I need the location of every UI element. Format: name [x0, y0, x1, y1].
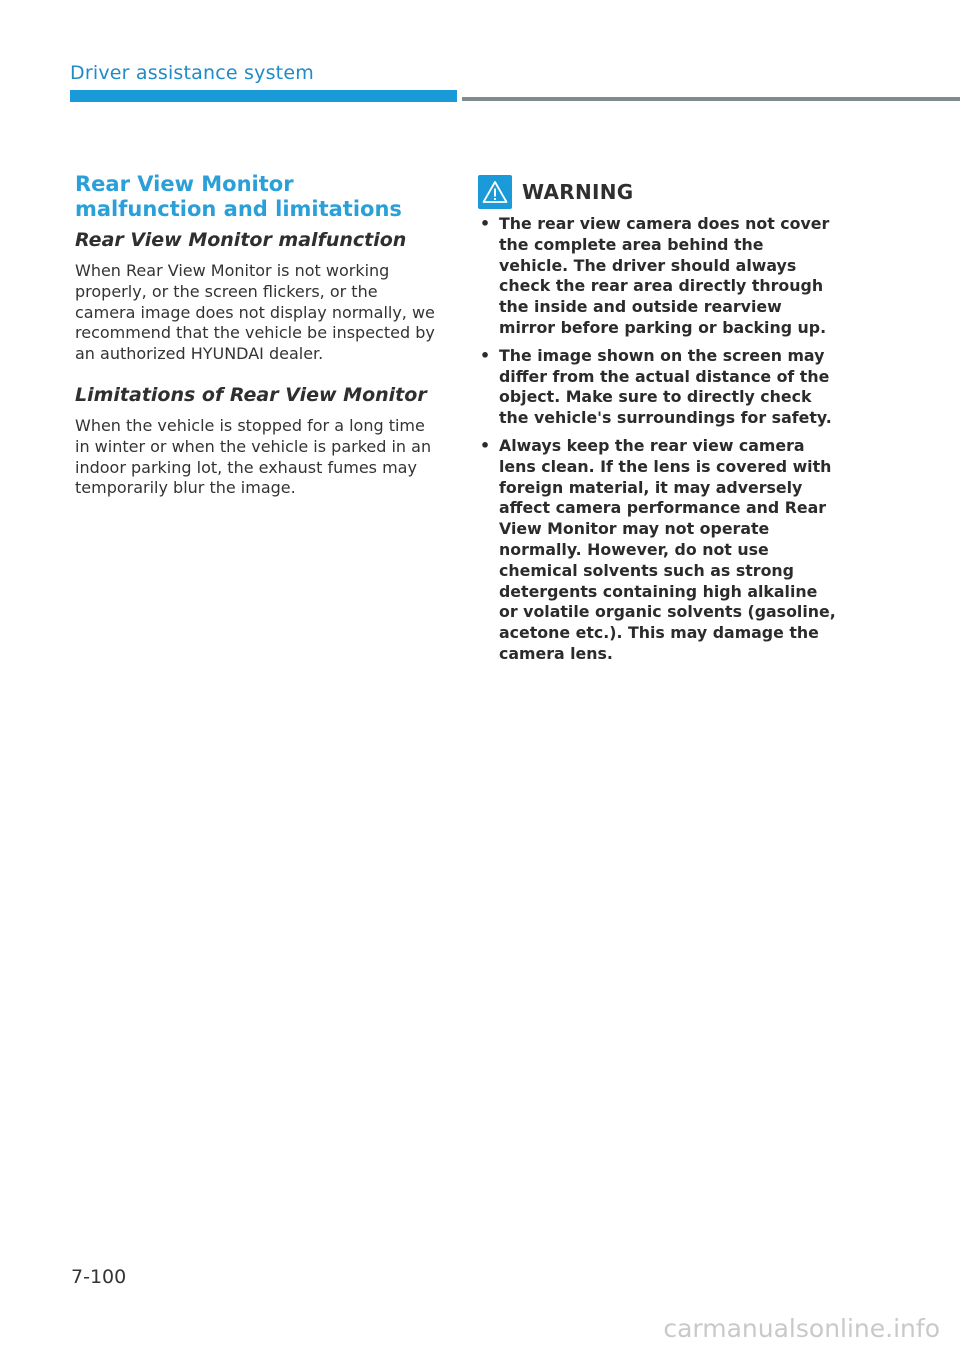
header-rule — [462, 97, 960, 101]
left-column — [75, 172, 440, 499]
malfunction-heading: Rear View Monitor malfunction — [75, 229, 407, 251]
warning-item — [478, 346, 838, 429]
warning-triangle-icon — [478, 175, 512, 209]
limitations-heading: Limitations of Rear View Monitor — [75, 383, 427, 406]
malfunction-text: When Rear View Monitor is not working properly, or the screen flickers, or the camera image does not display normally, we recommend that the vehicle be inspected by an authorized HYUNDAI dealer. — [75, 261, 435, 364]
section-title: Rear View Monitor malfunction and limitations — [75, 172, 402, 221]
warning-item-text: Always keep the rear view camera lens clean. If the lens is covered with foreign material, it may adversely affect camera performance and Rear View Monitor may not operate normally. However, do not use chemical solvents such as strong detergents containing high alkaline or volatile organic solvents (gasoline, acetone etc.). This may damage the camera lens. — [499, 435, 836, 663]
warning-label: WARNING — [522, 180, 634, 204]
bullet: • — [480, 214, 491, 233]
header-title: Driver assistance system — [70, 62, 314, 84]
warning-list — [478, 214, 838, 665]
limitations-text: When the vehicle is stopped for a long time in winter or when the vehicle is parked in an indoor parking lot, the exhaust fumes may temporarily blur the image. — [75, 415, 432, 498]
warning-item — [478, 214, 838, 339]
warning-item-text: The rear view camera does not cover the complete area behind the vehicle. The driver should always check the rear area directly through the inside and outside rearview mirror before parking or backing up. — [499, 214, 830, 337]
warning-box — [478, 174, 838, 672]
header-accent-bar — [70, 90, 457, 102]
watermark: carmanualsonline.info — [663, 1314, 940, 1343]
warning-item-text: The image shown on the screen may differ from the actual distance of the object. Make sure to directly check the vehicle's surroundings for safety. — [499, 345, 832, 428]
bullet: • — [480, 435, 491, 455]
warning-header — [478, 174, 838, 210]
page-number: 7-100 — [71, 1266, 127, 1288]
bullet: • — [480, 345, 491, 365]
warning-item — [478, 436, 838, 665]
